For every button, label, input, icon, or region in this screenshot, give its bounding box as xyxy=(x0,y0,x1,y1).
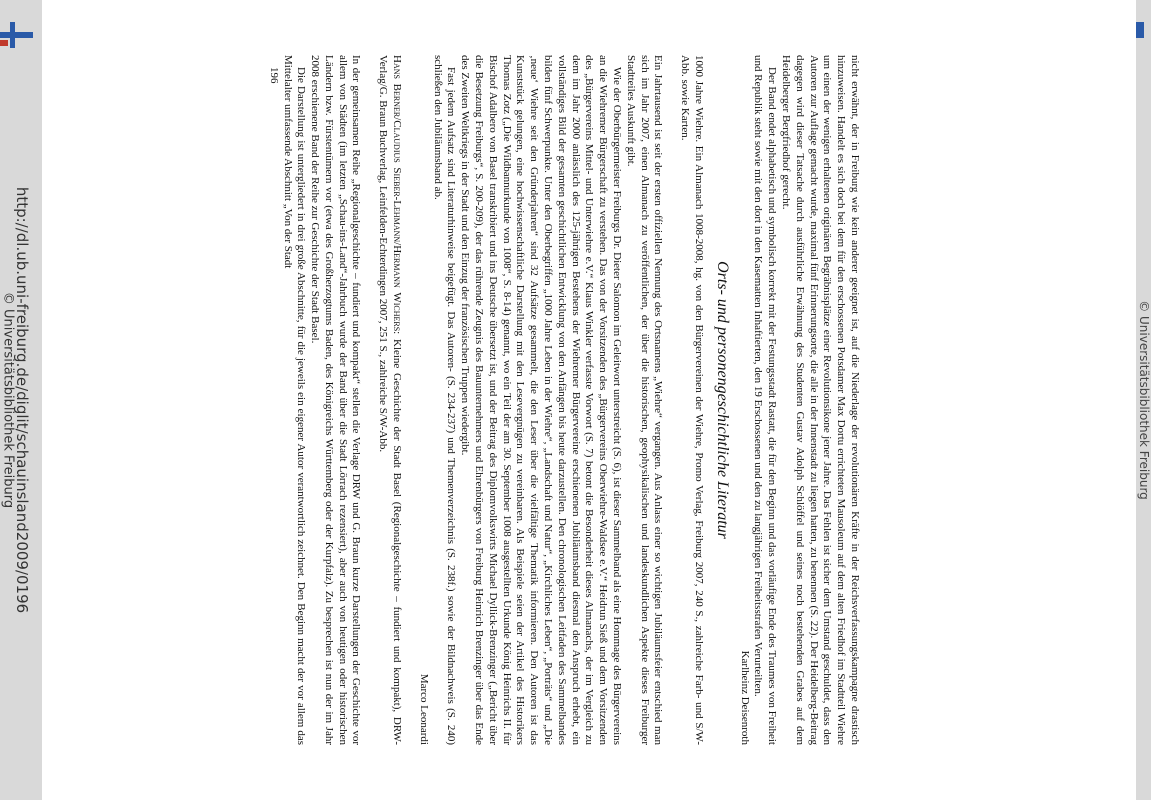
copyright-watermark: © Universitätsbibliothek Freiburg xyxy=(0,291,16,509)
copyright-watermark-right: © Universitätsbibliothek Freiburg xyxy=(1137,300,1151,500)
book-citation: 1000 Jahre Wiehre. Ein Almanach 1008-2008, hg. von den Bürgervereinen der Wiehre, Promo Verlag, Freiburg 2007, 240 S., zahlreiche Farb- und S/W-Abb. sowie Karten. xyxy=(679,55,706,745)
author-signature: Karlheinz Deisenroth xyxy=(738,650,751,745)
paragraph: nicht erwähnt, der in Freiburg wie kein anderer geeignet ist, auf die Niederlage der revolutionären Kräfte in der Reichsverfassungskampagne drastisch hinzuweisen. Handelt es sich doch bei dem für den erschossenen Potsdamer Max Dortu errichteten Mausoleum auf dem alten Friedhof im Stadtteil Wiehre um einen der wenigen erhaltenen originären Begräbnisplätze einer Revolutionsikone jener Jahre. Das Fehlen ist sicher dem Umstand geschuldet, dass den Autoren zur Auflage gemacht wurde, maximal fünf Erinnerungsorte, die alle in der Innenstadt zu liegen hatten, zu benennen (S. 22). Der Heidelberg-Beitrag dagegen wird dieser Tatsache durch ausführliche Erwähnung des Studenten Gustav Adolph Schlöffel und seines noch bestehenden Grabes auf dem Heidelberger Bergfriedhof gerecht. xyxy=(780,55,861,745)
author-signature: Marco Leonardi xyxy=(417,673,430,745)
citation-authors: Hans Berner/Claudius Sieber-Lehmann/Hermann Wichers xyxy=(391,55,404,332)
citation-details: : Kleine Geschichte der Stadt Basel (Regionalgeschichte – fundiert und kompakt), DRW-Verlag/G. Braun Buchverlag, Leinfelden-Echterdingen 2007, 251 S., zahlreiche S/W-Abb. xyxy=(377,55,404,745)
url-watermark: http://dl.ub.uni-freiburg.de/diglit/schauinsland2009/0196 xyxy=(13,186,31,614)
paragraph: Die Darstellung ist untergliedert in drei große Abschnitte, für die jeweils ein eigener Autor verantwortlich zeichnet. Den Beginn macht der vor allem das Mittelalter umfassende Abschnitt „Von der Stadt xyxy=(281,55,308,745)
section-heading: Orts- und personengeschichtliche Literatur xyxy=(713,261,731,539)
book-citation xyxy=(376,55,404,745)
paragraph: In der gemeinsamen Reihe „Regionalgeschichte – fundiert und kompakt“ stellen die Verlage DRW und G. Braun kurze Darstellungen der Geschichte vor allem von Städten (im letzten „Schau-ins-Land“-Jahrbuch wurde der Band über die Stadt Lörrach rezensiert), aber auch von heutigen oder historischen Ländern bzw. Fürstentümern vor (etwa des Großherzogtums Baden, des Königreichs Württemberg oder der Kurpfalz). Zu besprechen ist nun der im Jahr 2008 erschienene Band der Reihe zur Geschichte der Stadt Basel. xyxy=(309,55,363,745)
page-number: 196 xyxy=(267,67,280,84)
paragraph: Fast jedem Aufsatz sind Literaturhinweise beigefügt. Das Autoren- (S. 234-237) und Themenverzeichnis (S. 238f.) sowie der Bildnachweis (S. 240) schließen den Jubiläumsband ab. xyxy=(431,55,458,745)
rotated-page xyxy=(111,55,861,745)
paragraph: Ein Jahrtausend ist seit der ersten offiziellen Nennung des Ortsnamens „Wiehre“ vergangen. Aus Anlass einer so wichtigen Jubiläumsfeier entschied man sich im Jahr 2007, einen Almanach zu veröffentlichen, der über die historischen, geophysikalischen und landeskundlichen Aspekte dieses Freiburger Stadtteiles Auskunft gibt. xyxy=(624,55,665,745)
paragraph: Der Band endet alphabetisch und symbolisch korrekt mit der Festungsstadt Rastatt, die für den Beginn und das vorläufige Ende des Traumes von Freiheit und Republik steht sowie mit den dort in den Kasematten Inhaftierten, den 19 Erschossenen und den zu langjährigen Freiheitsstrafen Verurteilten. xyxy=(752,55,779,745)
paragraph: Wie der Oberbürgermeister Freiburgs Dr. Dieter Salomon im Geleitwort unterstreicht (S. 6), ist dieser Sammelband als eine Hommage des Bürgervereins an die Wiehremer Bürgerschaft zu verstehen. Das von der Vorsitzenden des „Bürgervereins Oberwiehre-Waldsee e.V.“ Heidrun Sieß und dem Vorsitzenden des „Bürgervereins Mittel- und Unterwiehre e.V.“ Klaus Winkler verfasste Vorwort (S. 7) betont die Besonderheit dieses Almanachs, der im Vergleich zu dem im Jahr 2000 anlässlich des 125-jährigen Bestehens der Wiehremer Bürgervereine erschienenen Jubiläumsband diesmal den Anspruch erhebt, ein vollständiges Bild der gesamten geschichtlichen Entwicklung von den Anfängen bis heute darzustellen. Den chronologischen Leitfaden des Sammelbandes bilden fünf Schwerpunkte. Unter den Oberbegriffen „1000 Jahre Leben in der Wiehre“, „Landschaft und Natur“, „Kirchliches Leben“, „Porträts“ und „Die ‚neue‘ Wiehre seit den Gründerjahren“ sind 32 Aufsätze gesammelt, die den Leser über die vielfältige Thematik informieren. Den Autoren ist das Kunststück gelungen, eine hochwissenschaftliche Darstellung mit den Lesevergnügen zu vereinbaren. Als Beispiele seien der Artikel des Historikers Thomas Zotz („Die Wildbannurkunde von 1008“, S. 8-14) genannt, wo ein Teil der am 30. September 1008 ausgestellten Urkunde König Heinrichs II. für Bischof Adalbero von Basel transkribiert und ins Deutsche übersetzt ist, und der Beitrag des Diplomvolkswirts Michael Dyllick-Brenzinger („Bericht über die Besetzung Freiburgs“, S. 200-209), der das rührende Zeugnis des Bauunternehmers und Ehrenbürgers von Freiburg Heinrich Brenzinger über das Ende des Zweiten Weltkriegs in der Stadt und den Einzug der französischen Truppen wiedergibt. xyxy=(459,55,624,745)
